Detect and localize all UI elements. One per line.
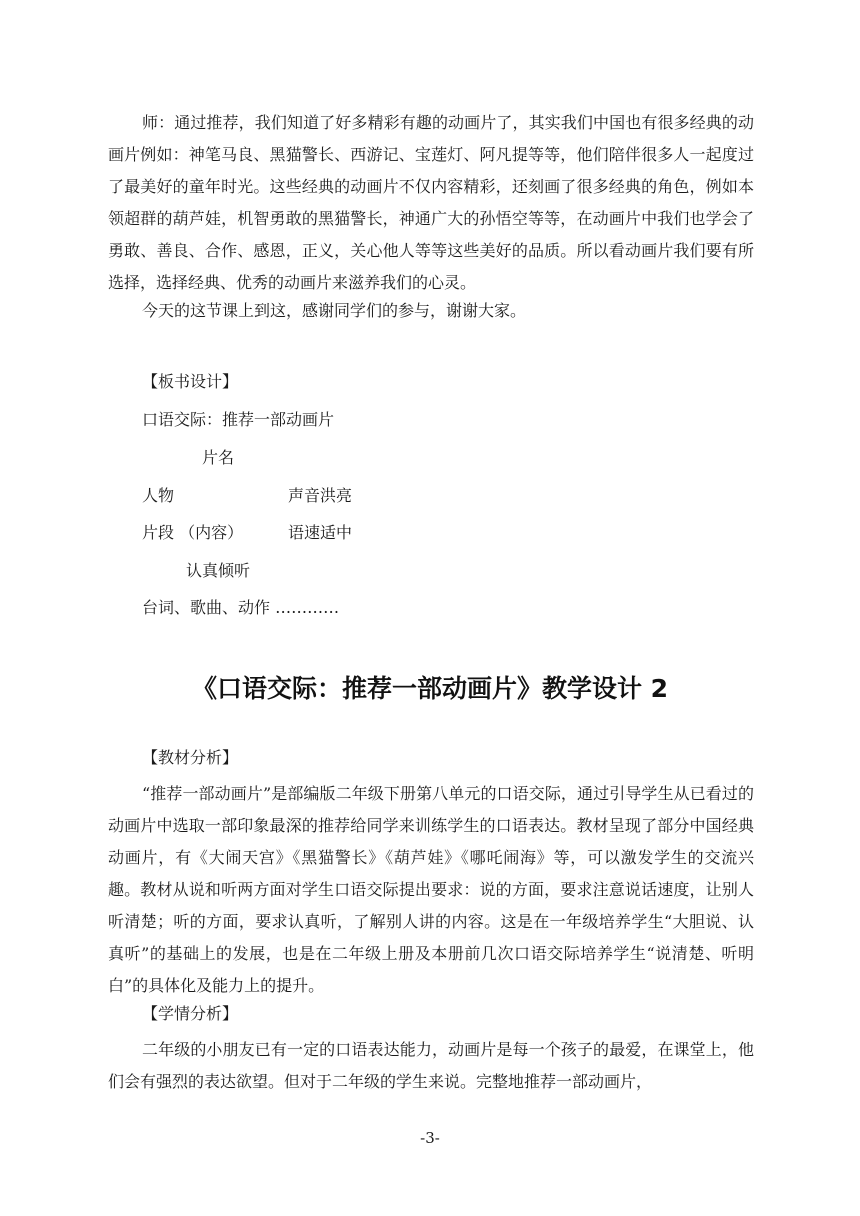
textbook-analysis-body: “推荐一部动画片”是部编版二年级下册第八单元的口语交际，通过引导学生从已看过的动画片中选取一部印象最深的推荐给同学来训练学生的口语表达。教材呈现了部分中国经典动画片，有《大闹天宫》《黑猫警长》《葫芦娃》《哪吒闹海》等，可以激发学生的交流兴趣。教材从说和听两方面对学生口语交际提出要求：说的方面，要求注意说话速度，让别人听清楚；听的方面，要求认真听，了解别人讲的内容。这是在一年级培养学生“大胆说、认真听”的基础上的发展，也是在二年级上册及本册前几次口语交际培养学生“说清楚、听明白”的具体化及能力上的提升。 (108, 784, 754, 995)
student-analysis-heading: 【学情分析】 (142, 1004, 239, 1023)
textbook-analysis-heading: 【教材分析】 (142, 748, 239, 767)
student-analysis-body: 二年级的小朋友已有一定的口语表达能力，动画片是每一个孩子的最爱，在课堂上，他们会有强烈的表达欲望。但对于二年级的学生来说。完整地推荐一部动画片， (108, 1040, 754, 1091)
board-design-lines-songs: 台词、歌曲、动作 ………… (142, 598, 340, 617)
section-title: 《口语交际：推荐一部动画片》教学设计 2 (191, 674, 669, 703)
board-design-moderate-speed: 语速适中 (288, 523, 353, 542)
board-design-loud-voice: 声音洪亮 (288, 486, 353, 505)
board-design-topic: 口语交际：推荐一部动画片 (142, 410, 335, 429)
page-number: -3- (420, 1129, 440, 1147)
board-design-segment: 片段 （内容） (142, 523, 244, 542)
closing-paragraph: 今天的这节课上到这，感谢同学们的参与，谢谢大家。 (142, 301, 527, 320)
teacher-summary-paragraph: 师：通过推荐，我们知道了好多精彩有趣的动画片了，其实我们中国也有很多经典的动画片例如：神笔马良、黑猫警长、西游记、宝莲灯、阿凡提等等，他们陪伴很多人一起度过了最美好的童年时光。这些经典的动画片不仅内容精彩，还刻画了很多经典的角色，例如本领超群的葫芦娃，机智勇敢的黑猫警长，神通广大的孙悟空等等，在动画片中我们也学会了勇敢、善良、合作、感恩，正义，关心他人等等这些美好的品质。所以看动画片我们要有所选择，选择经典、优秀的动画片来滋养我们的心灵。 (108, 113, 754, 292)
board-design-heading: 【板书设计】 (142, 372, 239, 391)
board-design-film-name: 片名 (202, 448, 235, 467)
board-design-characters: 人物 (142, 486, 175, 505)
board-design-listen-carefully: 认真倾听 (186, 561, 251, 580)
